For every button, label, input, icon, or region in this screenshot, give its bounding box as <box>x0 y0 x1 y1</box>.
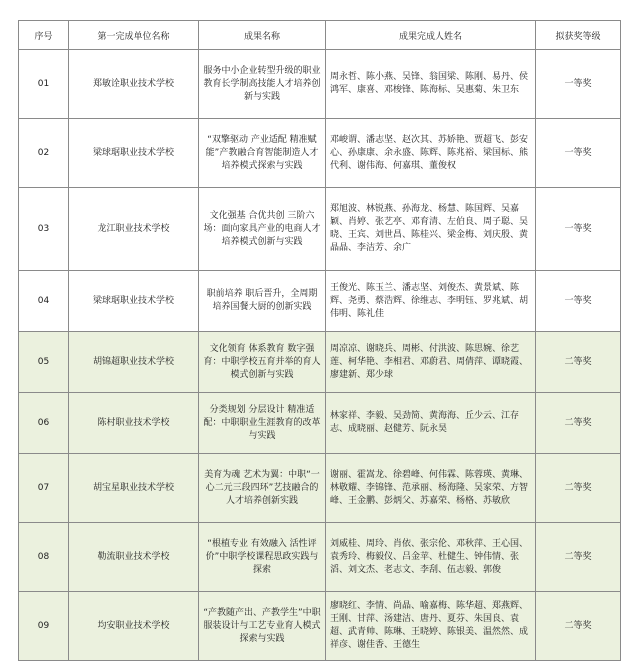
row-achievement: “双擎驱动 产业适配 精准赋能”产教融合育智能制造人才培养模式探索与实践 <box>199 119 326 188</box>
header-achievement: 成果名称 <box>199 21 326 50</box>
row-grade: 一等奖 <box>536 119 621 188</box>
row-no: 02 <box>19 119 69 188</box>
row-grade: 一等奖 <box>536 271 621 332</box>
header-no: 序号 <box>19 21 69 50</box>
header-unit: 第一完成单位名称 <box>69 21 199 50</box>
row-achievement: 美育为魂 艺术为翼：中职“一心二元三段四环”艺技融合的人才培养创新实践 <box>199 454 326 523</box>
row-grade: 二等奖 <box>536 332 621 393</box>
row-no: 03 <box>19 188 69 271</box>
row-grade: 二等奖 <box>536 454 621 523</box>
row-no: 01 <box>19 50 69 119</box>
row-unit: 陈村职业技术学校 <box>69 393 199 454</box>
row-achievement: “根植专业 有效融入 活性评价”中职学校课程思政实践与探索 <box>199 523 326 592</box>
row-achievement: 服务中小企业转型升级的职业教育长学制高技能人才培养创新与实践 <box>199 50 326 119</box>
row-achievement: 文化强基 合优共创 三阶六场：面向家具产业的电商人才培养模式创新与实践 <box>199 188 326 271</box>
row-unit: 梁球琚职业技术学校 <box>69 119 199 188</box>
row-members: 郑旭波、林锐燕、孙海龙、杨慧、陈国辉、吴嘉颖、肖婷、张艺亭、邓育清、左伯良、周子聪、吴晓、王宾、刘世昌、陈桂兴、梁金梅、刘庆殷、黄晶晶、李洁芳、余广 <box>326 188 536 271</box>
row-unit: 龙江职业技术学校 <box>69 188 199 271</box>
row-grade: 二等奖 <box>536 592 621 661</box>
row-grade: 二等奖 <box>536 393 621 454</box>
row-members: 刘威桂、周玲、肖依、张宗伦、邓秋萍、王心国、袁秀玲、梅毅仪、吕金苹、杜健生、钟伟情、张滔、刘文杰、老志文、李刮、伍志毅、郭俊 <box>326 523 536 592</box>
row-no: 07 <box>19 454 69 523</box>
award-table-container <box>18 20 621 661</box>
table-row <box>19 592 621 661</box>
row-achievement: “产教随产出、产教学生”中职服装设计与工艺专业育人模式探索与实践 <box>199 592 326 661</box>
table-row <box>19 454 621 523</box>
row-unit: 均安职业技术学校 <box>69 592 199 661</box>
row-members: 邓峻谓、潘志坚、赵次其、苏娇艳、贾超飞、彭安心、孙康康、余永盛、陈辉、陈兆裕、梁国标、熊代利、谢伟海、何嘉琪、董俊权 <box>326 119 536 188</box>
row-grade: 二等奖 <box>536 523 621 592</box>
table-row <box>19 523 621 592</box>
table-row <box>19 393 621 454</box>
header-row <box>19 21 621 50</box>
row-no: 06 <box>19 393 69 454</box>
row-grade: 一等奖 <box>536 188 621 271</box>
row-members: 周永哲、陈小燕、吴锋、翁国梁、陈刚、易丹、侯鸿军、康喜、邓梭锋、陈海标、吴惠菊、朱卫东 <box>326 50 536 119</box>
row-achievement: 职前培养 职后晋升，全周期培养国餐大厨的创新实践 <box>199 271 326 332</box>
row-unit: 胡宝星职业技术学校 <box>69 454 199 523</box>
row-no: 08 <box>19 523 69 592</box>
table-row <box>19 50 621 119</box>
row-achievement: 分类规划 分层设计 精准适配：中职职业生涯教育的改革与实践 <box>199 393 326 454</box>
row-unit: 胡锦超职业技术学校 <box>69 332 199 393</box>
row-members: 林家祥、李毅、吴劲简、黄海海、丘少云、江存志、成晓丽、赵健芳、阮永昊 <box>326 393 536 454</box>
row-achievement: 文化领育 体系教育 数字强育：中职学校五育并举的育人模式创新与实践 <box>199 332 326 393</box>
table-row <box>19 188 621 271</box>
row-unit: 郑敏诠职业技术学校 <box>69 50 199 119</box>
award-table <box>18 20 621 661</box>
table-row <box>19 332 621 393</box>
header-members: 成果完成人姓名 <box>326 21 536 50</box>
row-no: 09 <box>19 592 69 661</box>
header-grade: 拟获奖等级 <box>536 21 621 50</box>
row-grade: 一等奖 <box>536 50 621 119</box>
row-members: 周凉凉、谢晓兵、周彬、付洪波、陈思婉、徐艺莲、柯华艳、李相君、邓蔚君、周倩萍、谭晓霞、廖建新、郑少球 <box>326 332 536 393</box>
table-row <box>19 119 621 188</box>
row-no: 05 <box>19 332 69 393</box>
row-no: 04 <box>19 271 69 332</box>
row-unit: 梁球琚职业技术学校 <box>69 271 199 332</box>
row-members: 谢丽、霍嵩龙、徐碧峰、何伟霖、陈蓉瑛、黄琳、林敬耀、李锦锋、范承丽、杨海隆、吴家荣、方智峰、王金鹏、彭炳父、苏嘉荣、杨格、苏敏欣 <box>326 454 536 523</box>
table-row <box>19 271 621 332</box>
row-members: 廖晓红、李情、尚晶、喻嘉梅、陈华超、郑燕辉、王刚、甘萍、汤建洁、唐丹、夏芬、朱国良、袁超、武青帅、陈琳、王晓婷、陈银美、温然然、成祥彦、谢佳香、王德生 <box>326 592 536 661</box>
row-unit: 勒流职业技术学校 <box>69 523 199 592</box>
row-members: 王俊光、陈玉兰、潘志坚、刘俊杰、黄景斌、陈辉、尧勇、蔡浩辉、徐维志、李明钰、罗兆斌、胡伟明、陈礼佳 <box>326 271 536 332</box>
